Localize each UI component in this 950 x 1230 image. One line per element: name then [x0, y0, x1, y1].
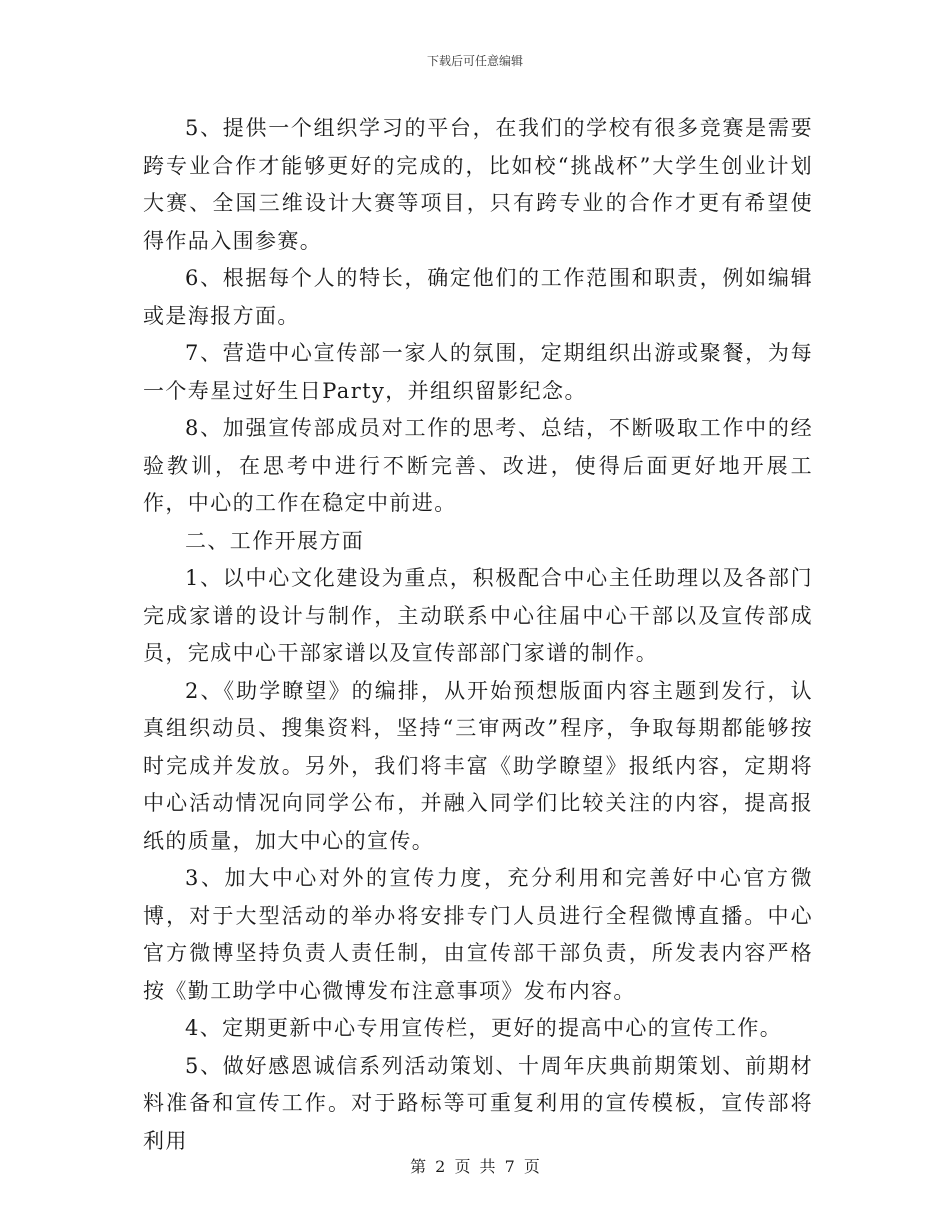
paragraph-item-8-reflection: 8、加强宣传部成员对工作的思考、总结，不断吸取工作中的经验教训，在思考中进行不断完善、改进，使得后面更好地开展工作，中心的工作在稳定中前进。 — [143, 416, 813, 515]
page-number-footer: 第 2 页 共 7 页 — [410, 1157, 540, 1176]
page-header: 下载后可任意编辑 — [426, 54, 523, 68]
paragraph-item-7-atmosphere: 7、营造中心宣传部一家人的氛围，定期组织出游或聚餐，为每一个寿星过好生日Party，并组织留影纪念。 — [143, 341, 813, 403]
paragraph-item-4-bulletin: 4、定期更新中心专用宣传栏，更好的提高中心的宣传工作。 — [185, 1016, 783, 1040]
document-body — [143, 110, 813, 1160]
section-heading-work: 二、工作开展方面 — [185, 528, 365, 553]
paragraph-item-1-culture: 1、以中心文化建设为重点，积极配合中心主任助理以及各部门完成家谱的设计与制作，主动联系中心往届中心干部以及宣传部成员，完成中心干部家谱以及宣传部部门家谱的制作。 — [143, 566, 813, 665]
paragraph-item-2-newspaper: 2、《助学瞭望》的编排，从开始预想版面内容主题到发行，认真组织动员、搜集资料，坚持“三审两改”程序，争取每期都能够按时完成并发放。另外，我们将丰富《助学瞭望》报纸内容，定期将中心活动情况向同学公布，并融入同学们比较关注的内容，提高报纸的质量，加大中心的宣传。 — [143, 678, 813, 853]
paragraph-item-3-weibo: 3、加大中心对外的宣传力度，充分利用和完善好中心官方微博，对于大型活动的举办将安排专门人员进行全程微博直播。中心官方微博坚持负责人责任制，由宣传部干部负责，所发表内容严格按《勤工助学中心微博发布注意事项》发布内容。 — [143, 866, 813, 1003]
paragraph-item-5-platform: 5、提供一个组织学习的平台，在我们的学校有很多竞赛是需要跨专业合作才能够更好的完成的，比如校“挑战杯”大学生创业计划大赛、全国三维设计大赛等项目，只有跨专业的合作才更有希望使得作品入围参赛。 — [143, 116, 813, 253]
paragraph-item-6-specialty: 6、根据每个人的特长，确定他们的工作范围和职责，例如编辑或是海报方面。 — [143, 266, 813, 328]
paragraph-item-5-gratitude: 5、做好感恩诚信系列活动策划、十周年庆典前期策划、前期材料准备和宣传工作。对于路标等可重复利用的宣传模板，宣传部将利用 — [143, 1053, 813, 1153]
